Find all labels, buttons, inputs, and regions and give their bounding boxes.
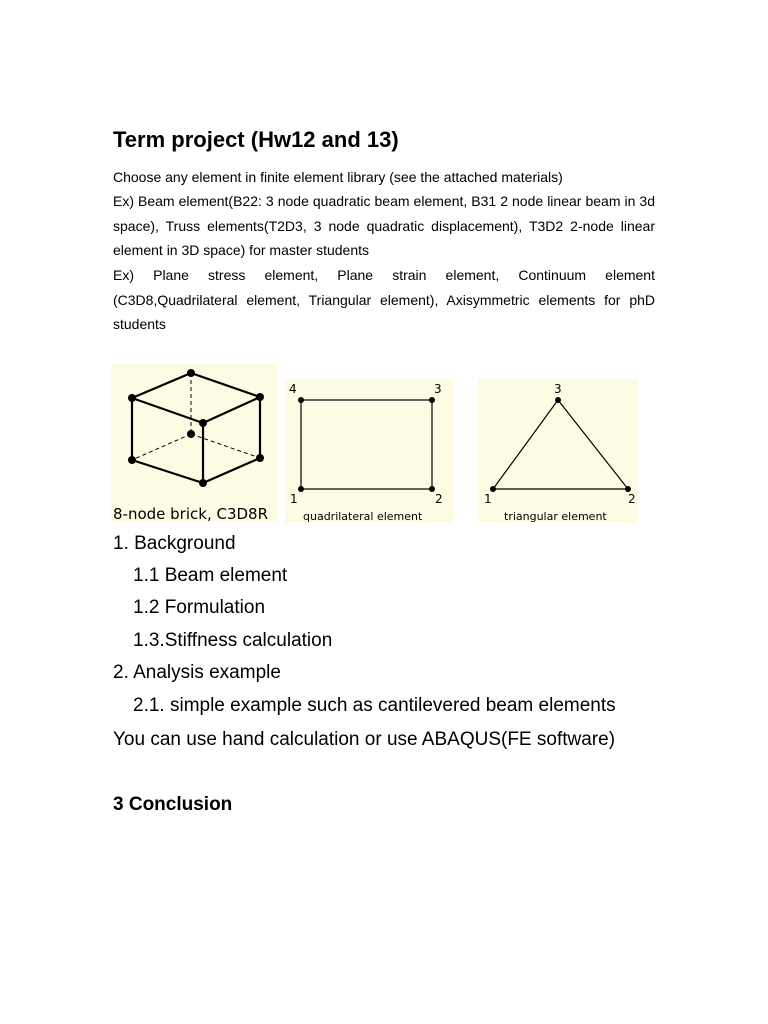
quad-label-1: 1	[290, 492, 298, 506]
brick-element-diagram	[111, 364, 277, 522]
intro-paragraph: Choose any element in finite element library (see the attached materials)	[113, 169, 563, 185]
note-line: You can use hand calculation or use ABAQUS(FE software)	[113, 729, 616, 750]
triangular-element-figure	[478, 379, 638, 523]
quad-label-2: 2	[435, 492, 443, 506]
brick-element-figure	[111, 364, 277, 522]
tri-node-3	[555, 397, 561, 403]
outline-item-formulation: 1.2 Formulation	[133, 597, 266, 618]
quad-node-3	[429, 397, 435, 403]
outline-item-beam-element: 1.1 Beam element	[133, 565, 288, 586]
quad-node-4	[298, 397, 304, 403]
quad-node-1	[298, 486, 304, 492]
master-example-paragraph: Ex) Beam element(B22: 3 node quadratic beam element, B31 2 node linear beam in 3d space), Truss elements(T2D3, 3 node quadratic displacement), T3D2 2-node linear element in 3D space) for master students	[113, 193, 655, 258]
outline-item-simple-example: 2.1. simple example such as cantilevered beam elements	[133, 695, 616, 716]
brick-caption: 8-node brick, C3D8R	[113, 505, 269, 522]
tri-caption: triangular element	[504, 510, 607, 523]
tri-label-2: 2	[628, 492, 636, 506]
quadrilateral-element-figure	[285, 379, 453, 523]
outline-item-analysis-example: 2. Analysis example	[113, 662, 281, 683]
phd-example-paragraph: Ex) Plane stress element, Plane strain element, Continuum element (C3D8,Quadrilateral element, Triangular element), Axisymmetric elements for phD students	[113, 267, 655, 332]
quad-caption: quadrilateral element	[303, 510, 423, 523]
outline-item-stiffness: 1.3.Stiffness calculation	[133, 630, 333, 651]
outline-item-background: 1. Background	[113, 533, 236, 554]
conclusion-heading: 3 Conclusion	[113, 794, 233, 815]
quadrilateral-element-diagram	[285, 379, 453, 523]
quad-label-3: 3	[434, 382, 442, 396]
tri-label-1: 1	[484, 492, 492, 506]
page-title: Term project (Hw12 and 13)	[113, 127, 399, 152]
triangular-element-diagram	[478, 379, 638, 523]
tri-label-3: 3	[554, 382, 562, 396]
quad-label-4: 4	[289, 382, 297, 396]
